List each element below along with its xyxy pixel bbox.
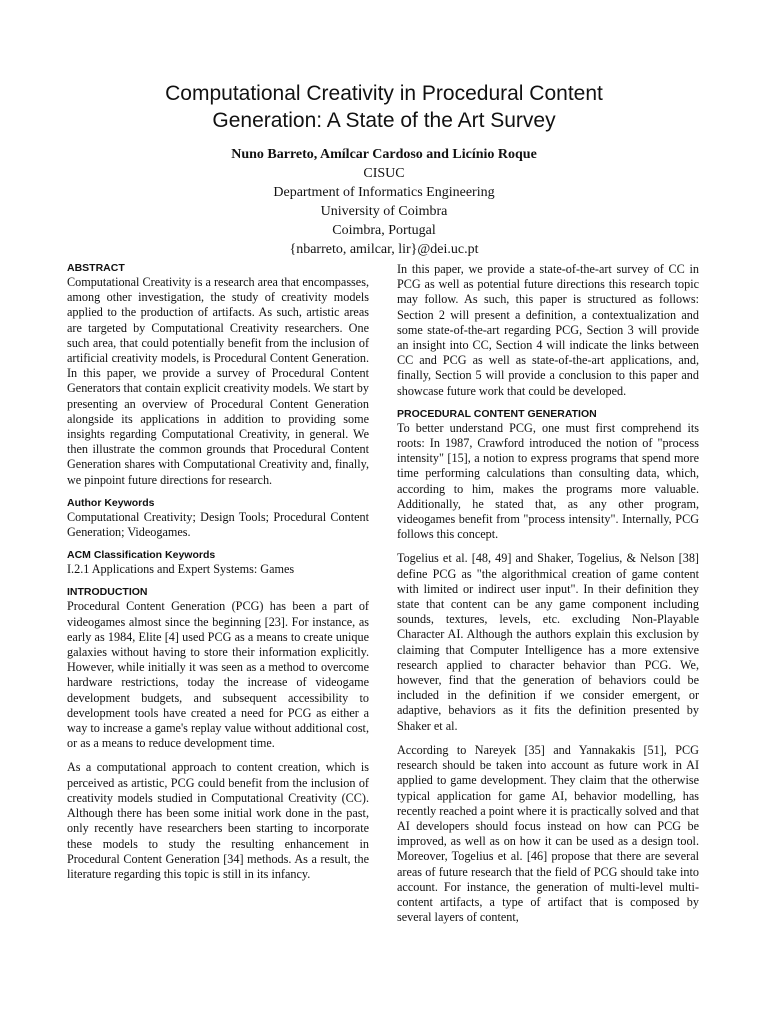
intro-paragraph: As a computational approach to content creation, which is perceived as artistic, PCG could benefit from the inclusion of creativity models studied in Computational Creativity (CC). Although there has been some initial work done in the past, only recently have researchers been starting to incorporate these models to study the resulting enhancement in Procedural Content Generation [34] methods. As a result, the literature regarding this topic is still in its infancy. [67,760,369,881]
author-emails: {nbarreto, amilcar, lir}@dei.uc.pt [289,242,479,257]
paper-title [60,80,708,134]
abstract-text: Computational Creativity is a research area that encompasses, among other investigation, the study of creativity models applied to the production of artifacts. As such, artistic areas are targeted by Computational Creativity researchers. One such area, that could potentially benefit from the inclusion of artificial creativity models, is Procedural Content Generation. In this paper, we provide a survey of Procedural Content Generators that contain explicit creativity models. We start by presenting an overview of Procedural Content Generation alongside its applications in addition to providing some insights regarding Computational Creativity, in general. We then illustrate the common grounds that Procedural Content Generation shares with Computational Creativity and, finally, we pinpoint future directions for research. [67,275,369,487]
pcg-paragraph: To better understand PCG, one must first comprehend its roots: In 1987, Crawford introduced the notion of "process intensity" [15], a notion to express programs that spend more time performing calculations than consulting data, which, according to him, makes the programs more valuable. Additionally, he stated that, as any other program, videogames benefit from "process intensity". Internally, PCG follows this concept. [397,420,699,542]
authors: Nuno Barreto, Amílcar Cardoso and Licínio Roque [231,147,537,162]
keywords-heading: Author Keywords [67,496,155,509]
pcg-heading: PROCEDURAL CONTENT GENERATION [397,407,597,420]
author-block [60,145,708,259]
abstract-heading: ABSTRACT [67,262,125,274]
title-line-2: Generation: A State of the Art Survey [212,109,556,132]
introduction-heading: INTRODUCTION [67,586,148,599]
intro-paragraph: Procedural Content Generation (PCG) has been a part of videogames almost since the beginning [23]. For instance, as early as 1984, Elite [4] used PCG as a means to create unique galaxies without having to store their information explicitly. However, while initially it was seen as a method to overcome hardware restrictions, today the increase of videogame development budgets, and subsequent accessibility to development tools have created a need for PCG as either a way to increase a game's replay value without additional cost, or as a means to reduce development time. [67,599,369,751]
right-column [397,262,699,925]
acm-text: I.2.1 Applications and Expert Systems: Games [67,562,295,577]
title-line-1: Computational Creativity in Procedural Content [165,82,603,105]
acm-heading: ACM Classification Keywords [67,549,216,562]
affiliation-line: Coimbra, Portugal [332,223,436,238]
keywords-text: Computational Creativity; Design Tools; Procedural Content Generation; Videogames. [67,509,369,540]
affiliation-line: University of Coimbra [320,204,448,219]
affiliation-line: CISUC [363,166,405,181]
affiliation-line: Department of Informatics Engineering [273,185,495,200]
left-column [67,262,369,882]
pcg-paragraph: Togelius et al. [48, 49] and Shaker, Togelius, & Nelson [38] define PCG as "the algorithmical creation of game content with limited or indirect user input". In their definition they state that content can be any game component including sounds, textures, levels, etc. excluding Non-Playable Character AI. Although the authors explain this exclusion by claiming that Computer Intelligence has a more extensive research applied to character behavior than PCG. We, however, find that the generation of behaviors could be included in the definition if we consider emergent, or adaptive, behaviors as it fits the definition presented by Shaker et al. [397,551,699,733]
pcg-paragraph: According to Nareyek [35] and Yannakakis [51], PCG research should be taken into account as future work in AI applied to game development. They claim that the otherwise typical application for game AI, behavior modelling, has recently reached a point where it is practically solved and that AI developers should focus instead on how can PCG be improved, as well as on how it can be used as a design tool. Moreover, Togelius et al. [46] propose that there are several areas of future research that the field of PCG should take into account. For instance, the generation of multi-level multi-content artifacts, a type of artifact that is composed by several layers of content, [397,742,699,925]
intro-paragraph: In this paper, we provide a state-of-the-art survey of CC in PCG as well as potential future directions this research topic may follow. As such, this paper is structured as follows: Section 2 will present a definition, a contextualization and some state-of-the-art regarding PCG, Section 3 will provide an insight into CC, Section 4 will indicate the links between CC and PCG as well as state-of-the-art applications, and, finally, Section 5 will provide a conclusion to this paper and showcase future work that could be developed. [397,262,699,398]
